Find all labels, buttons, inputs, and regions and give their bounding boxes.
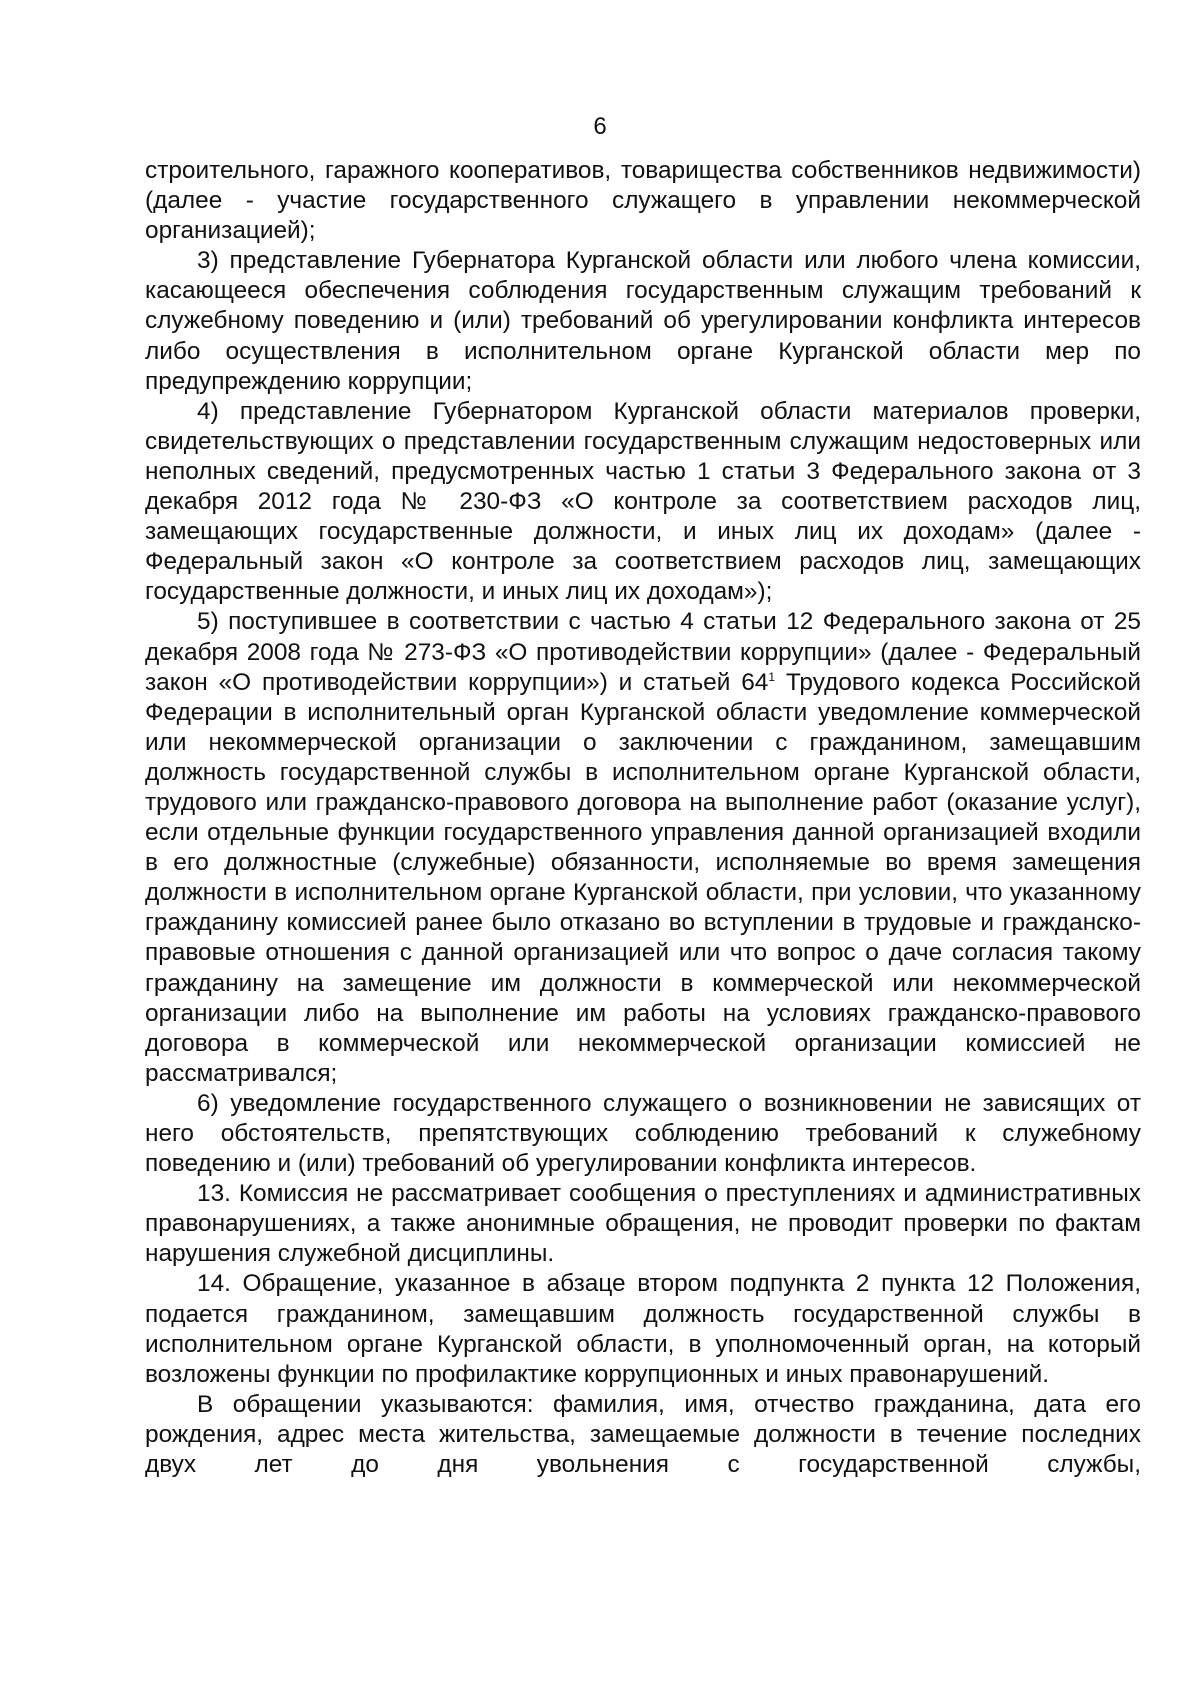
paragraph-item-5-text-before: 5) поступившее в соответствии с частью 4 статьи 12 Федерального закона от 25 декабря 2008 года № 273-ФЗ «О противодействии коррупции» (далее - Федеральный закон «О противодействии коррупции») и статьей 64: [145, 608, 1141, 696]
paragraph-item-6: 6) уведомление государственного служащего о возникновении не зависящих от него обстоятельств, препятствующих соблюдению требований к служебному поведению и (или) требований об урегулировании конфликта интересов.: [145, 1089, 1141, 1178]
page-number: 6: [593, 113, 607, 140]
paragraph-section-13: 13. Комиссия не рассматривает сообщения о преступлениях и административных правонарушениях, а также анонимные обращения, не проводит проверки по фактам нарушения служебной дисциплины.: [145, 1180, 1141, 1268]
document-body: [145, 156, 1141, 1480]
paragraph-item-5-text-after: Трудового кодекса Российской Федерации в исполнительный орган Курганской области уведомление коммерческой или некоммерческой организации о заключении с гражданином, замещавшим должность государственной службы в исполнительном органе Курганской области, трудового или гражданско-правового договора на выполнение работ (оказание услуг), если отдельные функции государственного управления данной организацией входили в его должностные (служебные) обязанности, исполняемые во время замещения должности в исполнительном органе Курганской области, при условии, что указанному гражданину комиссией ранее было отказано во вступлении в трудовые и гражданско-правовые отношения с данной организацией или что вопрос о даче согласия такому гражданину на замещение им должности в коммерческой или некоммерческой организации либо на выполнение им работы на условиях гражданско-правового договора в коммерческой или некоммерческой организации комиссией не рассматривался;: [145, 668, 1141, 1087]
paragraph-item-4: 4) представление Губернатором Курганской области материалов проверки, свидетельствующих о представлении государственным служащим недостоверных или неполных сведений, предусмотренных частью 1 статьи 3 Федерального закона от 3 декабря 2012 года № 230-ФЗ «О контроле за соответствием расходов лиц, замещающих государственные должности, и иных лиц их доходам» (далее - Федеральный закон «О контроле за соответствием расходов лиц, замещающих государственные должности, и иных лиц их доходам»);: [145, 397, 1141, 606]
paragraph-continuation: строительного, гаражного кооперативов, товарищества собственников недвижимости) (далее - участие государственного служащего в управлении некоммерческой организацией);: [145, 157, 1141, 245]
paragraph-item-3: 3) представление Губернатора Курганской области или любого члена комиссии, касающееся обеспечения соблюдения государственным служащим требований к служебному поведению и (или) требований об урегулировании конфликта интересов либо осуществления в исполнительном органе Курганской области мер по предупреждению коррупции;: [145, 247, 1141, 395]
paragraph-item-5: [145, 607, 1141, 1089]
paragraph-appeal-contents: В обращении указываются: фамилия, имя, отчество гражданина, дата его рождения, адрес места жительства, замещаемые должности в течение последних двух лет до дня увольнения с государственной службы,: [145, 1390, 1141, 1479]
paragraph-section-14: 14. Обращение, указанное в абзаце втором подпункта 2 пункта 12 Положения, подается гражданином, замещавшим должность государственной службы в исполнительном органе Курганской области, в уполномоченный орган, на который возложены функции по профилактике коррупционных и иных правонарушений.: [145, 1270, 1141, 1388]
superscript-footnote: 1: [768, 669, 776, 684]
